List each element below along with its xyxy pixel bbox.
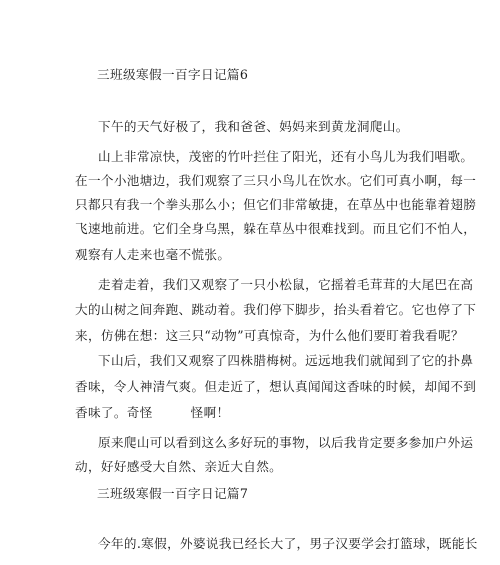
article-7-paragraph-1: 今年的.寒假，外婆说我已经长大了，男子汉要学会打篮球，既能长 xyxy=(98,536,478,551)
article-6-p5-line-1: 原来爬山可以看到这么多好玩的事物，以后我肯定要多参加户外运 xyxy=(98,435,474,450)
article-6-p2-line-3: 只都只有我一个拳头那么小；但它们非常敏捷，在草丛中也能靠着翅膀 xyxy=(75,197,477,212)
article-6-p3-line-3: 来，仿佛在想：这三只“动物”可真惊奇，为什么他们要盯着我看呢？ xyxy=(75,328,464,343)
article-6-p4-line-3 xyxy=(75,404,435,422)
article-6-p3-line-2: 大的山树之间奔跑、跳动着。我们停下脚步，抬头看着它。它也停了下 xyxy=(75,302,477,317)
article-6-title: 三班级寒假一百字日记篇6 xyxy=(97,67,249,82)
article-7-title: 三班级寒假一百字日记篇7 xyxy=(97,486,249,501)
article-6-p2-line-1: 山上非常凉快，茂密的竹叶拦住了阳光，还有小鸟儿为我们唱歌。 xyxy=(98,149,474,164)
article-6-p4-line-3-part-1: 香味了。奇怪 xyxy=(75,405,153,420)
article-6-paragraph-1: 下午的天气好极了，我和爸爸、妈妈来到黄龙洞爬山。 xyxy=(98,119,409,134)
article-6-p2-line-2: 在一个小池塘边，我们观察了三只小鸟儿在饮水。它们可真小啊，每一 xyxy=(75,173,477,188)
article-6-p5-line-2: 动，好好感受大自然、亲近大自然。 xyxy=(75,459,283,474)
article-6-p2-line-5: 观察有人走来也毫不慌张。 xyxy=(75,247,231,262)
article-6-p2-line-4: 飞速地前进。它们全身乌黑，躲在草丛中很难找到。而且它们不怕人， xyxy=(75,221,477,236)
article-6-p4-line-2: 香味，令人神清气爽。但走近了，想认真闻闻这香味的时候，却闻不到 xyxy=(75,379,477,394)
article-6-p4-line-3-part-2: 怪啊！ xyxy=(190,405,230,420)
article-6-p4-line-1: 下山后，我们又观察了四株腊梅树。远远地我们就闻到了它的扑鼻 xyxy=(98,353,474,368)
article-6-p3-line-1: 走着走着，我们又观察了一只小松鼠，它摇着毛茸茸的大尾巴在高 xyxy=(98,277,474,292)
